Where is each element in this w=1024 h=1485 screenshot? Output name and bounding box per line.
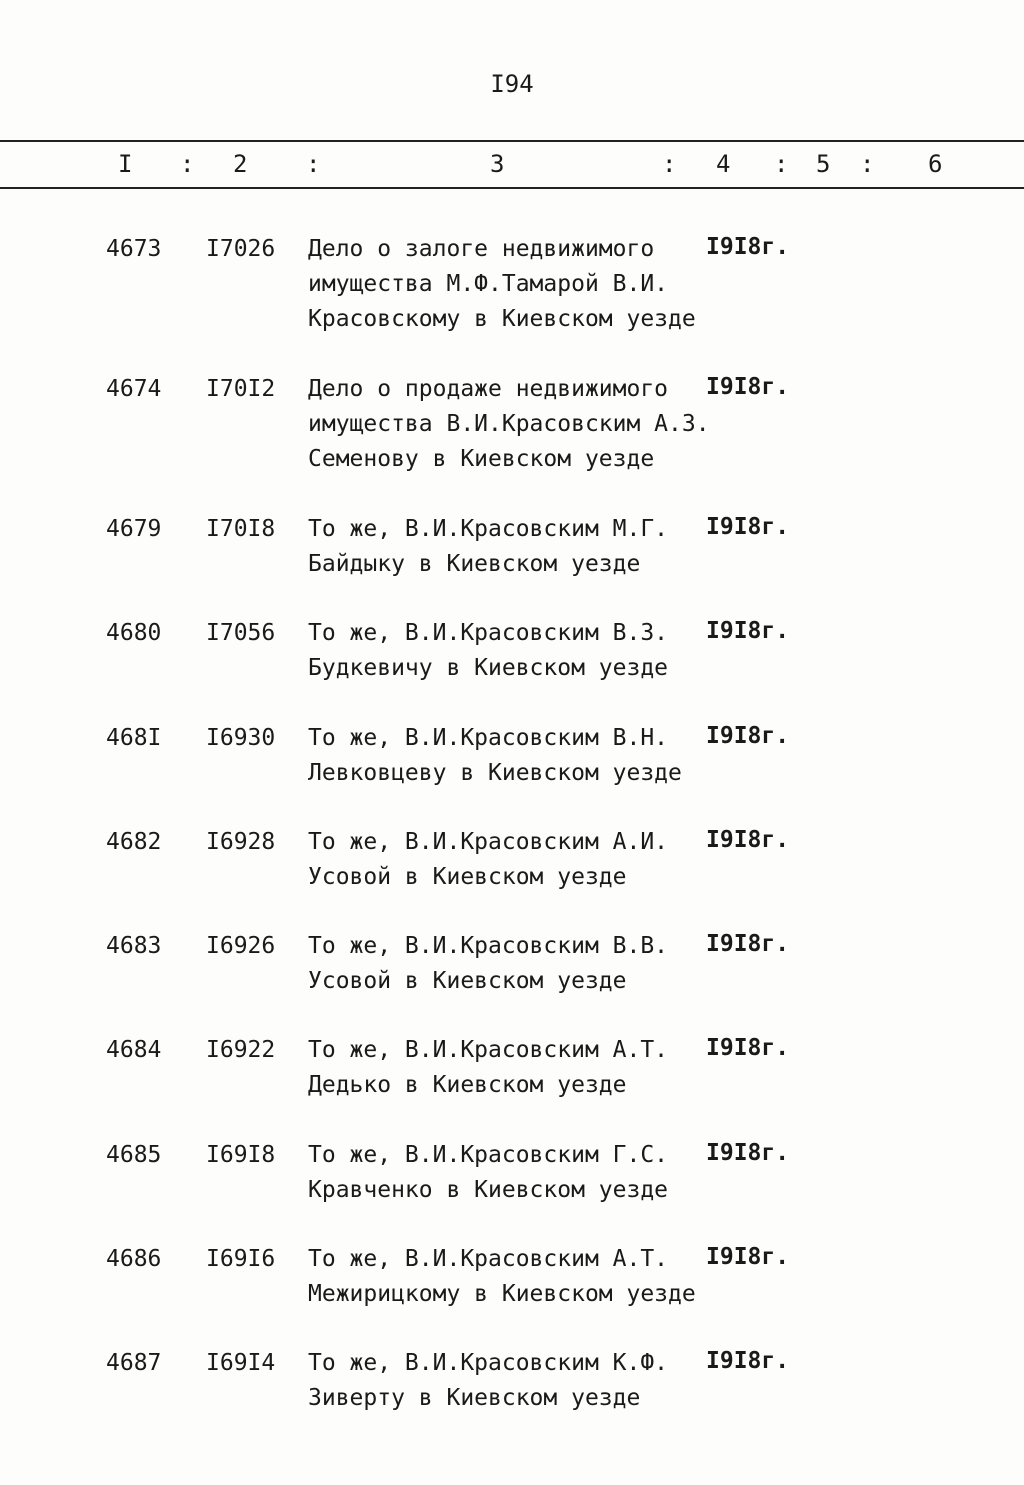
record-code: I69I4 [206,1350,276,1377]
record-description [308,1033,708,1103]
record-number: 4687 [106,1350,162,1377]
record-description-line: Дело о продаже недвижимого [308,376,669,402]
record-number: 4673 [106,236,162,262]
record-code: I7056 [206,620,276,647]
record-year: I9I8г. [706,1244,790,1271]
record-row [0,1238,1024,1342]
record-code: I6930 [206,724,276,751]
column-header-3: 3 [490,150,505,178]
record-row [0,1342,1024,1446]
record-description [308,1346,708,1416]
record-description [308,825,708,895]
record-description-line: То же, В.И.Красовским А.И. [308,828,669,855]
column-header-1: I [118,150,133,178]
record-row [0,508,1024,612]
column-header-5: 5 [816,150,831,178]
record-code: I7026 [206,236,276,262]
record-description-line: То же, В.И.Красовским К.Ф. [308,1350,669,1377]
header-top-rule [0,140,1024,142]
record-row [0,612,1024,716]
record-description-line: То же, В.И.Красовским М.Г. [308,516,669,542]
column-header-6: 6 [928,150,943,178]
record-year: I9I8г. [706,931,790,958]
record-description [308,372,708,477]
record-number: 4686 [106,1246,162,1273]
record-year: I9I8г. [706,234,790,260]
record-description-line: Байдыку в Киевском уезде [308,551,641,577]
record-description-line: имущества М.Ф.Тамарой В.И. [308,271,669,297]
column-header-2: 2 [233,150,248,178]
record-description [308,929,708,999]
record-row [0,925,1024,1029]
record-description-line: Усовой в Киевском уезде [308,968,627,995]
record-description-line: То же, В.И.Красовским А.Т. [308,1037,669,1064]
records-list [0,228,1024,1447]
record-description-line: имущества В.И.Красовским А.З. [308,411,710,437]
record-number: 4685 [106,1141,162,1168]
column-separator: : [306,150,321,178]
page-number: I94 [490,70,534,98]
record-number: 4674 [106,376,162,402]
record-code: I6926 [206,933,276,960]
column-separator: : [860,150,875,178]
record-description [308,1138,708,1208]
record-description [308,512,708,582]
record-description [308,1242,708,1312]
record-number: 4679 [106,516,162,542]
record-row [0,1134,1024,1238]
record-description-line: Кравченко в Киевском уезде [308,1176,669,1203]
record-description [308,232,708,337]
record-year: I9I8г. [706,1035,790,1062]
column-header-4: 4 [716,150,731,178]
record-description-line: То же, В.И.Красовским В.З. [308,620,669,647]
record-description-line: То же, В.И.Красовским В.Н. [308,724,669,751]
column-separator: : [774,150,789,178]
record-description [308,616,708,686]
record-code: I70I2 [206,376,276,402]
record-description [308,721,708,791]
record-number: 4684 [106,1037,162,1064]
record-year: I9I8г. [706,826,790,853]
record-description-line: То же, В.И.Красовским В.В. [308,933,669,960]
column-separator: : [180,150,195,178]
record-year: I9I8г. [706,722,790,749]
record-year: I9I8г. [706,1348,790,1375]
record-year: I9I8г. [706,514,790,540]
record-row [0,1029,1024,1133]
record-code: I6922 [206,1037,276,1064]
record-row [0,228,1024,368]
record-description-line: То же, В.И.Красовским А.Т. [308,1246,669,1273]
record-description-line: Семенову в Киевском уезде [308,446,655,472]
record-description-line: Зиверту в Киевском уезде [308,1385,641,1412]
header-bottom-rule [0,187,1024,189]
record-description-line: Межирицкому в Киевском уезде [308,1281,696,1308]
record-code: I6928 [206,828,276,855]
record-number: 4680 [106,620,162,647]
record-description-line: Будкевичу в Киевском уезде [308,655,669,682]
record-description-line: Дело о залоге недвижимого [308,236,655,262]
record-row [0,368,1024,508]
record-number: 4682 [106,828,162,855]
record-description-line: Левковцеву в Киевском уезде [308,759,682,786]
record-number: 468I [106,724,162,751]
record-row [0,821,1024,925]
record-description-line: Дедько в Киевском уезде [308,1072,627,1099]
record-description-line: Красовскому в Киевском уезде [308,306,696,332]
record-description-line: Усовой в Киевском уезде [308,863,627,890]
column-separator: : [662,150,677,178]
record-year: I9I8г. [706,1139,790,1166]
record-number: 4683 [106,933,162,960]
record-row [0,717,1024,821]
record-code: I69I6 [206,1246,276,1273]
record-code: I69I8 [206,1141,276,1168]
record-description-line: То же, В.И.Красовским Г.С. [308,1141,669,1168]
record-year: I9I8г. [706,374,790,400]
record-year: I9I8г. [706,618,790,645]
record-code: I70I8 [206,516,276,542]
